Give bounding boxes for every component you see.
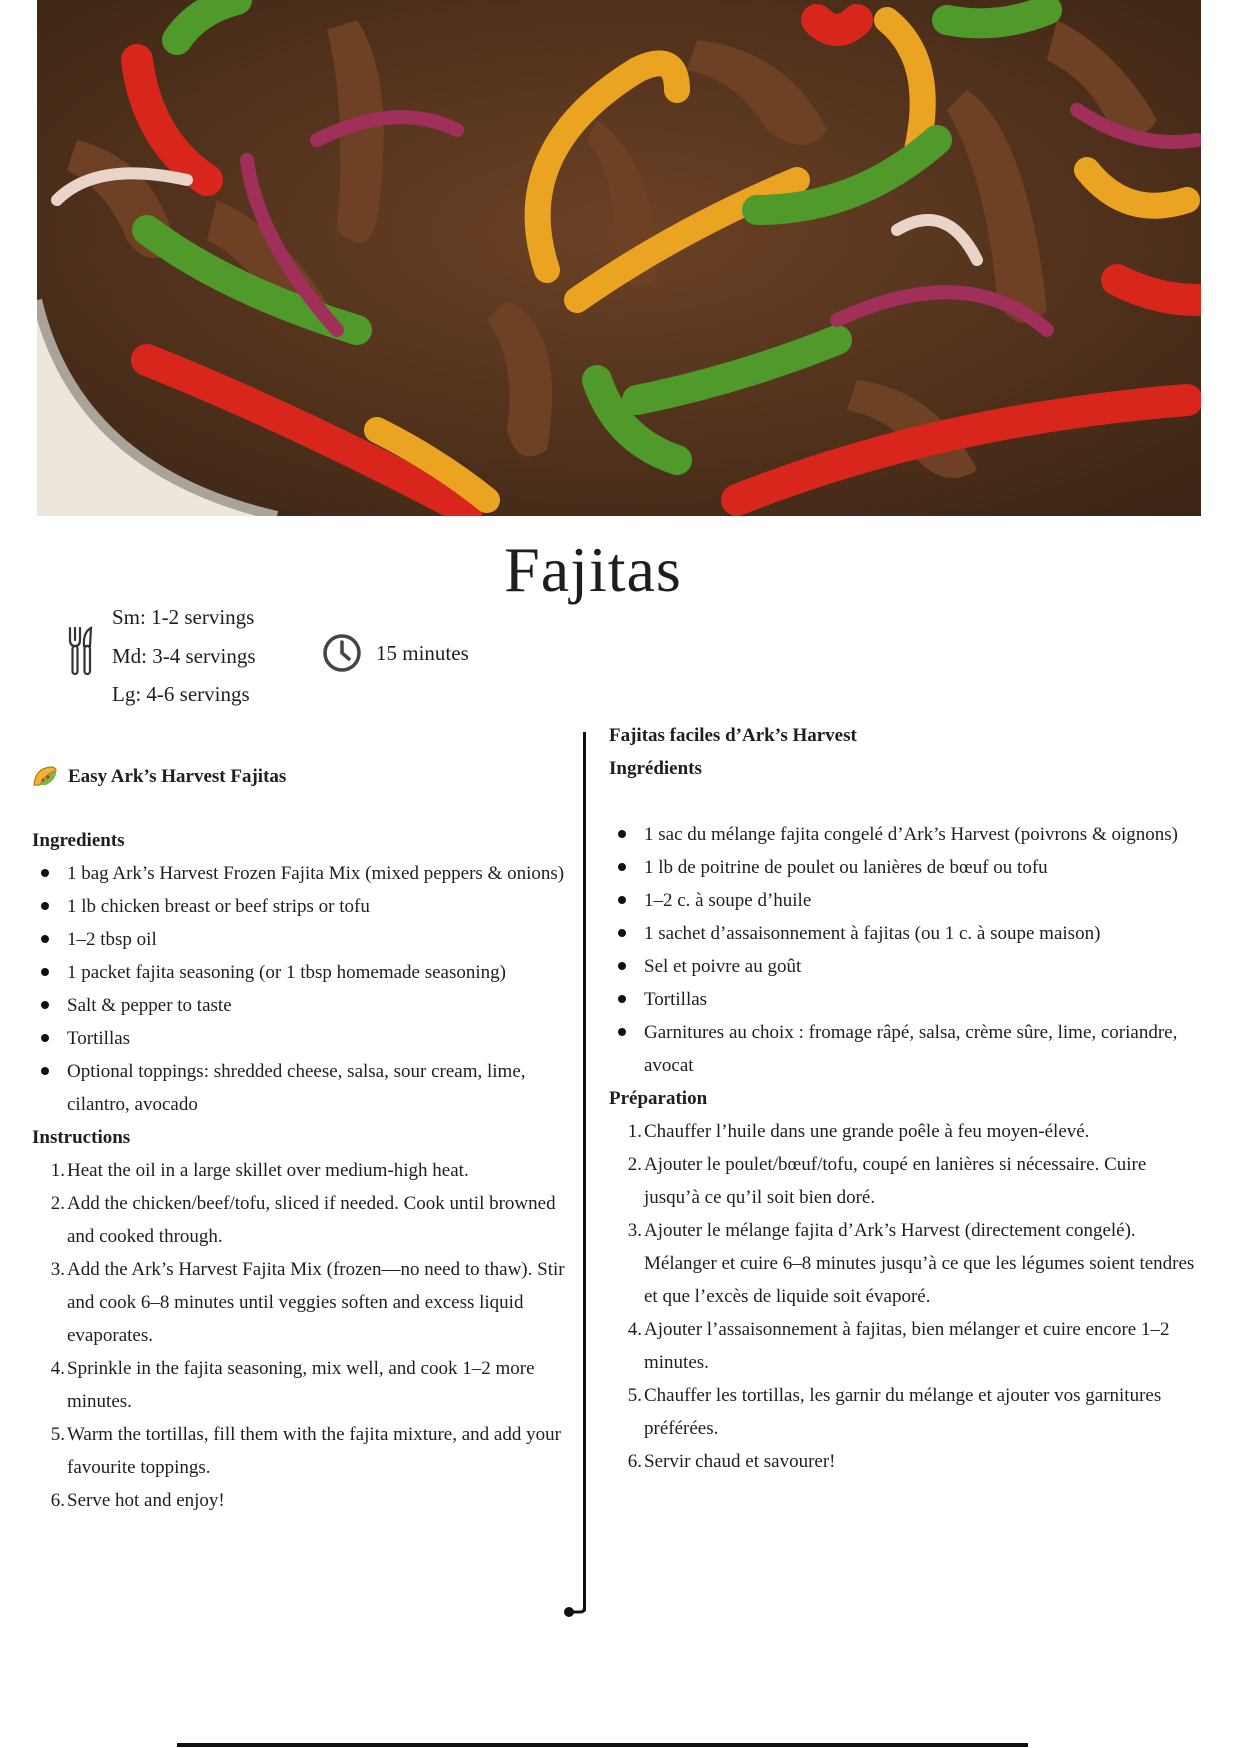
list-item: Garnitures au choix : fromage râpé, salsa, crème sûre, lime, coriandre, avocat	[609, 1016, 1201, 1082]
list-item: Sel et poivre au goût	[609, 950, 1201, 983]
list-item: 1. Chauffer l’huile dans une grande poêle à feu moyen-élevé.	[627, 1121, 1090, 1142]
french-preparation-list	[609, 1115, 1201, 1478]
list-item: 6. Servir chaud et savourer!	[627, 1451, 836, 1472]
taco-icon	[32, 765, 58, 787]
fajita-photo	[37, 0, 1201, 516]
list-item: Tortillas	[609, 983, 1201, 1016]
page-title: Fajitas	[504, 534, 682, 605]
list-item: Optional toppings: shredded cheese, salsa, sour cream, lime, cilantro, avocado	[32, 1055, 572, 1121]
list-item: 4. Ajouter l’assaisonnement à fajitas, bien mélanger et cuire encore 1–2 minutes.	[627, 1319, 1170, 1373]
list-item: 5. Warm the tortillas, fill them with the fajita mixture, and add your favourite toppings.	[50, 1424, 561, 1478]
french-recipe-title: Fajitas faciles d’Ark’s Harvest	[609, 725, 857, 746]
english-recipe-title-row	[32, 758, 572, 794]
list-item: 3. Ajouter le mélange fajita d’Ark’s Harvest (directement congelé). Mélanger et cuire 6–8 minutes jusqu’à ce que les légumes soient tendres et que l’excès de liquide soit évaporé.	[627, 1220, 1195, 1307]
list-item: 5. Chauffer les tortillas, les garnir du mélange et ajouter vos garnitures préférées.	[627, 1385, 1162, 1439]
bottom-rule	[177, 1743, 1028, 1747]
list-item: 6. Serve hot and enjoy!	[50, 1490, 225, 1511]
english-instructions-heading: Instructions	[32, 1127, 131, 1148]
list-item: 1 lb chicken breast or beef strips or tofu	[32, 890, 572, 923]
english-ingredients-list	[32, 857, 572, 1121]
list-item: 1 packet fajita seasoning (or 1 tbsp homemade seasoning)	[32, 956, 572, 989]
english-instructions-list	[32, 1154, 572, 1517]
french-recipe	[609, 719, 1201, 1478]
column-divider	[583, 732, 586, 1611]
servings-medium: Md: 3-4 servings	[112, 643, 256, 668]
list-item: Tortillas	[32, 1022, 572, 1055]
list-item: 1 bag Ark’s Harvest Frozen Fajita Mix (mixed peppers & onions)	[32, 857, 572, 890]
list-item: 1. Heat the oil in a large skillet over medium-high heat.	[50, 1160, 469, 1181]
servings-large: Lg: 4-6 servings	[112, 682, 250, 706]
cook-time: 15 minutes	[376, 641, 469, 665]
english-recipe-title: Easy Ark’s Harvest Fajitas	[68, 765, 287, 787]
clock-icon	[322, 633, 362, 673]
hero-photo	[37, 0, 1201, 516]
list-item: 2. Add the chicken/beef/tofu, sliced if needed. Cook until browned and cooked through.	[50, 1193, 556, 1247]
fork-knife-icon	[68, 626, 94, 676]
french-ingredients-list	[609, 818, 1201, 1082]
list-item: Salt & pepper to taste	[32, 989, 572, 1022]
french-preparation-heading: Préparation	[609, 1088, 708, 1109]
list-item: 2. Ajouter le poulet/bœuf/tofu, coupé en lanières si nécessaire. Cuire jusqu’à ce qu’il soit bien doré.	[627, 1154, 1147, 1208]
french-ingredients-heading: Ingrédients	[609, 758, 702, 779]
english-ingredients-heading: Ingredients	[32, 830, 125, 851]
list-item: 4. Sprinkle in the fajita seasoning, mix well, and cook 1–2 more minutes.	[50, 1358, 535, 1412]
english-recipe	[32, 758, 572, 1517]
list-item: 1 sac du mélange fajita congelé d’Ark’s Harvest (poivrons & oignons)	[609, 818, 1201, 851]
divider-end-hook	[562, 1598, 588, 1618]
list-item: 3. Add the Ark’s Harvest Fajita Mix (frozen—no need to thaw). Stir and cook 6–8 minutes until veggies soften and excess liquid evaporates.	[50, 1259, 565, 1346]
servings-list	[112, 598, 256, 714]
list-item: 1–2 c. à soupe d’huile	[609, 884, 1201, 917]
servings-small: Sm: 1-2 servings	[112, 605, 255, 629]
list-item: 1 sachet d’assaisonnement à fajitas (ou 1 c. à soupe maison)	[609, 917, 1201, 950]
list-item: 1–2 tbsp oil	[32, 923, 572, 956]
list-item: 1 lb de poitrine de poulet ou lanières de bœuf ou tofu	[609, 851, 1201, 884]
